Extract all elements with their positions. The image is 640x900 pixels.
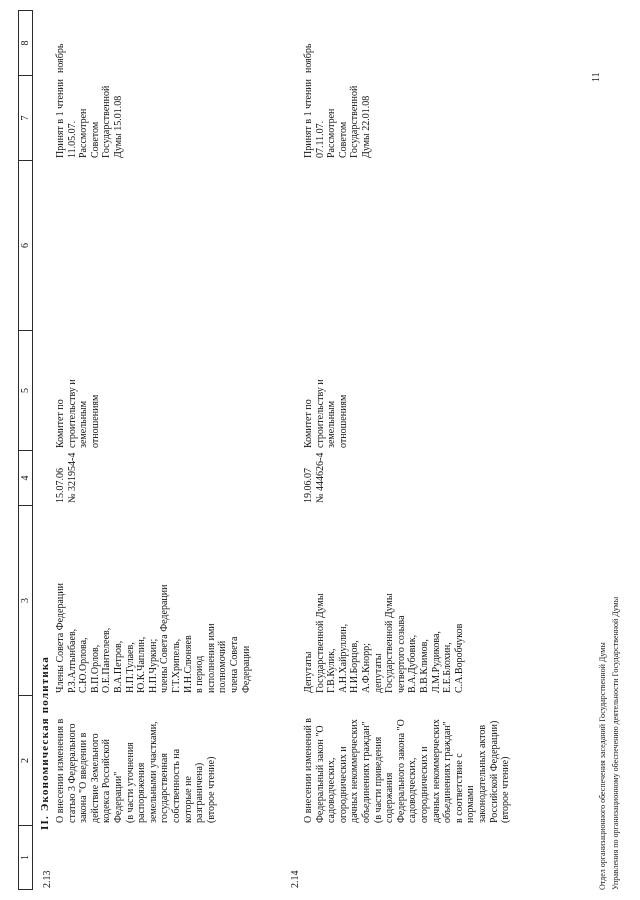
status-cell: Принят в 1 чтении 11.05.07. Рассмотрен Советом Государственной Думы 15.01.08 (55, 78, 124, 158)
row-number-cell: 2.14 (290, 870, 301, 888)
table-column-header-row (18, 10, 33, 890)
month-cell: ноябрь (303, 43, 314, 73)
section-title: II. Экономическая политика (39, 656, 51, 830)
bill-title-cell: О внесении изменения в статью 3 Федерального закона "О введении в действие Земельного кодекса Российской Федерации" (в части уточнения распоряжения земельными участками, государственная собственность на которые не разграничена) (второе чтение) (55, 718, 217, 823)
committee-cell: Комитет по строительству и земельным отношениям (303, 379, 349, 448)
initiators-cell: Члены Совета Федерации Р.З.Алтынбаев, С.Ю.Орлова, В.П.Орлов, О.Е.Пантелеев, В.А.Петров, Н.П.Тулаев, Ю.К.Чаплин, Н.П.Чуркин; члены Совета Федерации Г.Т.Хрипель, И.Н.Слюняев в период исполнения ими полномочий члена Совета Федерации (55, 583, 252, 693)
page-footer (596, 597, 622, 890)
initiators-cell: Депутаты Государственной Думы Г.В.Кулик, А.Н.Хайруллин, Н.И.Борцов, А.Ф.Кнорр; депутаты Государственной Думы четвертого созыва В.А.Дубовик, В.В.Климов, Л.М.Рудикова, Е.Е.Блохин, С.А.Воробчуков (303, 593, 465, 693)
column-number-header: 2 (18, 695, 33, 825)
footer-line: Управления по организационному обеспечению деятельности Государственной Думы (611, 596, 620, 890)
row-number-cell: 2.13 (42, 870, 53, 888)
column-number-header: 8 (18, 10, 33, 75)
page-number: 11 (591, 72, 602, 82)
month-cell: ноябрь (55, 43, 66, 73)
column-number-header: 4 (18, 450, 33, 505)
column-number-header: 6 (18, 160, 33, 330)
column-number-header: 5 (18, 330, 33, 450)
column-number-header: 3 (18, 505, 33, 695)
status-cell: Принят в 1 чтении 07.11.07. Рассмотрен Советом Государственной Думы 22.01.08 (303, 78, 372, 158)
column-number-header: 1 (18, 825, 33, 890)
bill-title-cell: О внесении изменений в Федеральный закон "О садоводческих, огороднических и дачных некоммерческих объединениях граждан" (в части приведения содержания Федерального закона "О садоводческих, огороднических и дачных некоммерческих объединениях граждан" в соответствие с нормами законодательных актов Российской Федерации) (второе чтение) (303, 717, 512, 823)
footer-line: Отдел организационного обеспечения заседаний Государственной Думы (598, 642, 607, 890)
column-number-header: 7 (18, 75, 33, 160)
registration-date-number-cell: 15.07.06 № 321954-4 (55, 452, 78, 503)
committee-cell: Комитет по строительству и земельным отношениям (55, 379, 101, 448)
registration-date-number-cell: 19.06.07 № 444626-4 (303, 452, 326, 503)
